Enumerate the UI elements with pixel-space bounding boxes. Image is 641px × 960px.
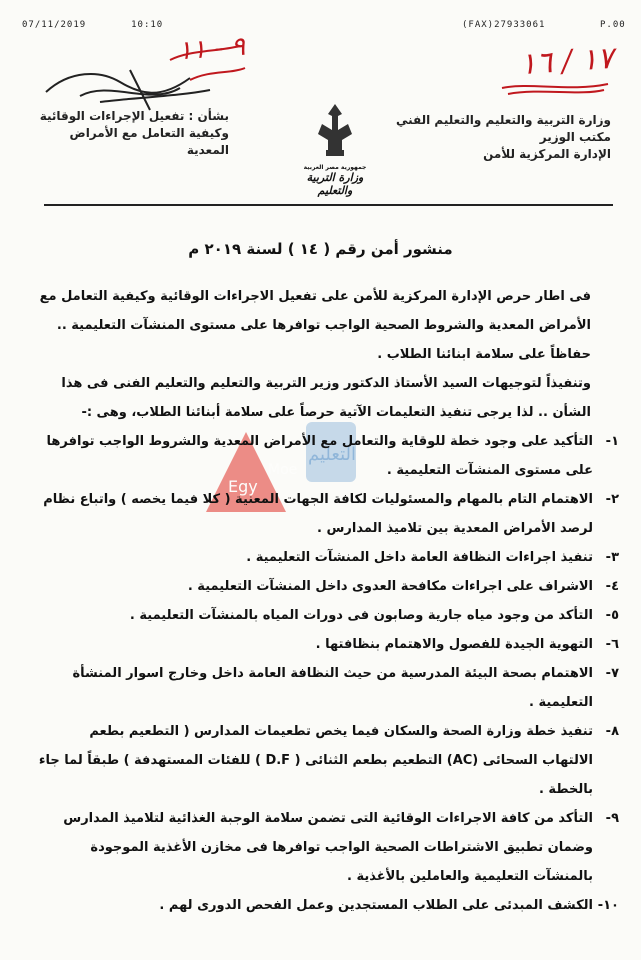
subject-line-2: وكيفية التعامل مع الأمراض المعدية (69, 126, 229, 157)
item-text: الاهتمام التام بالمهام والمسئوليات لكافة الجهات المعنية ( كلا فيما يخصه ) واتباع نظام لرصد الأمراض المعدية بين تلاميذ المدارس . (43, 492, 593, 536)
memo-body (34, 282, 619, 920)
emblem-caption: جمهورية مصر العربية (303, 164, 367, 171)
item-text: التأكيد على وجود خطة للوقاية والتعامل مع الأمراض المعدية والشروط الواجب توافرها على مستوى المنشآت التعليمية . (46, 434, 593, 478)
item-number: ١- (605, 434, 619, 449)
item-text: الاهتمام بصحة البيئة المدرسية من حيث النظافة العامة داخل وخارج اسوار المنشأة التعليمية . (72, 666, 593, 710)
instruction-item (34, 543, 619, 572)
item-number: ٥- (605, 608, 619, 623)
fax-page: P.00 (600, 20, 626, 30)
item-number: ٨- (605, 724, 619, 739)
instruction-item (34, 572, 619, 601)
handwritten-top-note: ٩ - ١١ (177, 31, 247, 67)
header-divider (44, 204, 613, 206)
memo-title: منشور أمن رقم ( ١٤ ) لسنة ٢٠١٩ م (188, 240, 453, 258)
instruction-item (34, 601, 619, 630)
ministry-header (396, 112, 611, 163)
watermark-text-arabic: التعليم (308, 444, 356, 465)
intro-paragraph-1: فى اطار حرص الإدارة المركزية للأمن على تفعيل الاجراءات الوقائية وكيفية التعامل مع الأمراض المعدية والشروط الصحية الواجب توافرها على مستوى المنشآت التعليمية .. حفاظاً على سلامة ابنائنا الطلاب . (39, 289, 591, 362)
item-text: التهوية الجيدة للفصول والاهتمام بنظافتها . (315, 637, 593, 652)
subject-block (29, 108, 229, 159)
ministry-emblem (292, 100, 378, 197)
item-text: التأكد من وجود مياه جارية وصابون فى دورات المياه بالمنشآت التعليمية . (129, 608, 593, 623)
item-number: ٦- (605, 637, 619, 652)
item-text: تنفيذ اجراءات النظافة العامة داخل المنشآت التعليمية . (246, 550, 593, 565)
instruction-item (34, 630, 619, 659)
intro-paragraph-2: وتنفيذاً لتوجيهات السيد الأستاذ الدكتور وزير التربية والتعليم والتعليم الفنى فى هذا الشأن .. لذا يرجى تنفيذ التعليمات الآتية حرصاً على سلامة أبنائنا الطلاب، وهى :- (61, 376, 591, 420)
fax-time: 10:10 (131, 20, 164, 30)
item-text: تنفيذ خطة وزارة الصحة والسكان فيما يخص تطعيمات المدارس ( التطعيم بطعم الالتهاب السحائى (AC) التطعيم بطعم الثنائى ( D.F ) للفئات المستهدفة ) طبقاً لما جاء بالخطة . (38, 724, 593, 797)
item-number: ٧- (605, 666, 619, 681)
instruction-item (34, 427, 619, 485)
item-number: ٩- (605, 811, 619, 826)
instruction-item (34, 804, 619, 891)
item-number: ٢- (605, 492, 619, 507)
item-number: ٤- (605, 579, 619, 594)
handwritten-ref-number: ١٧ / ١٦ (518, 40, 615, 83)
item-text: الكشف المبدئى على الطلاب المستجدين وعمل الفحص الدورى لهم . (159, 898, 593, 913)
item-number: ١٠- (597, 898, 619, 913)
fax-number: (FAX)27933061 (462, 20, 546, 30)
eagle-icon (292, 100, 378, 160)
fax-datetime (22, 20, 163, 30)
instruction-item (34, 717, 619, 804)
item-text: الاشراف على اجراءات مكافحة العدوى داخل المنشآت التعليمية . (187, 579, 593, 594)
instruction-item (34, 891, 619, 920)
ministry-name: وزارة التربية والتعليم والتعليم الفني (395, 113, 611, 127)
emblem-script: وزارة التربية والتعليم (306, 171, 364, 197)
item-number: ٣- (605, 550, 619, 565)
minister-office: مكتب الوزير (539, 130, 611, 144)
subject-line-1: بشأن : تفعيل الإجراءات الوقائية (39, 109, 229, 123)
ref-underline (500, 78, 610, 98)
instruction-item (34, 659, 619, 717)
watermark-text-right: Moe (268, 462, 298, 478)
watermark-text-left: Egy (228, 477, 258, 496)
security-department: الإدارة المركزية للأمن (483, 147, 611, 161)
fax-date: 07/11/2019 (22, 20, 87, 30)
instruction-item (34, 485, 619, 543)
item-text: التأكد من كافة الاجراءات الوقائية التى تضمن سلامة الوجبة الغذائية لتلاميذ المدارس وضمان تطبيق الاشتراطات الصحية الواجب توافرها فى مخازن الأغذية الموجودة بالمنشآت التعليمية والعاملين بالأغذية . (63, 811, 593, 884)
